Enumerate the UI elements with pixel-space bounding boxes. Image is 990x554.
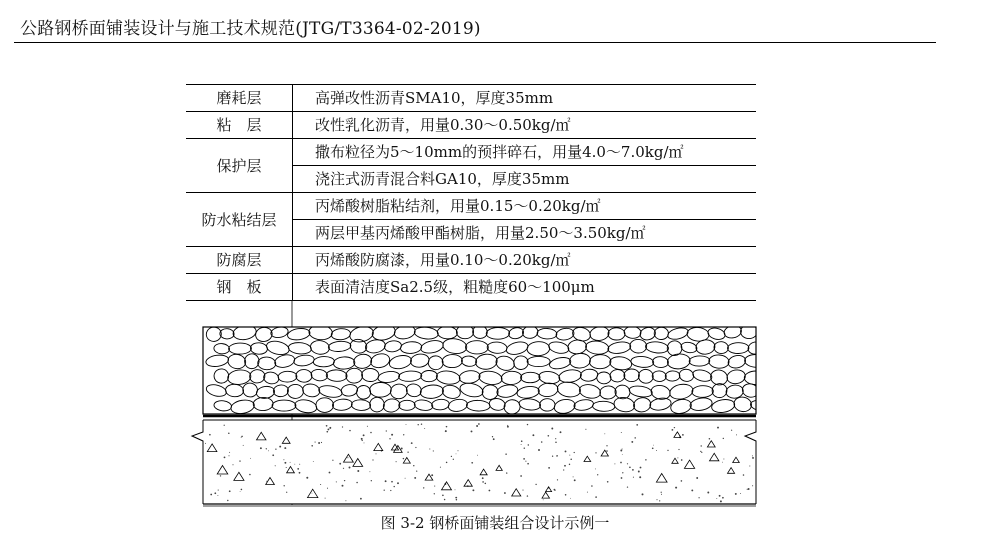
aggregate-stone xyxy=(756,325,779,341)
layer-spec-tack: 改性乳化沥青，用量0.30～0.50kg/㎡ xyxy=(293,112,757,139)
aggregate-speck xyxy=(747,489,748,490)
aggregate-speck xyxy=(482,481,484,483)
aggregate-speck xyxy=(321,442,322,443)
aggregate-speck xyxy=(709,438,711,440)
aggregate-speck xyxy=(505,453,507,455)
aggregate-speck xyxy=(656,499,657,500)
aggregate-speck xyxy=(344,480,345,481)
aggregate-speck xyxy=(357,470,359,472)
layer-spec-protective-2: 浇注式沥青混合料GA10，厚度35mm xyxy=(293,166,757,193)
aggregate-speck xyxy=(622,449,623,450)
aggregate-speck xyxy=(416,470,417,471)
aggregate-speck xyxy=(477,455,478,456)
aggregate-speck xyxy=(627,463,628,464)
aggregate-speck xyxy=(627,486,628,487)
aggregate-speck xyxy=(723,459,724,460)
aggregate-speck xyxy=(677,457,678,458)
aggregate-speck xyxy=(565,450,567,452)
aggregate-speck xyxy=(716,498,717,499)
aggregate-speck xyxy=(645,459,646,460)
aggregate-speck xyxy=(563,469,564,470)
aggregate-speck xyxy=(675,487,677,489)
aggregate-speck xyxy=(743,474,745,476)
aggregate-speck xyxy=(229,490,231,492)
figure-caption: 图 3-2 钢桥面铺装组合设计示例一 xyxy=(380,514,610,532)
aggregate-speck xyxy=(205,443,206,444)
aggregate-speck xyxy=(272,454,274,456)
aggregate-speck xyxy=(748,488,750,490)
aggregate-speck xyxy=(356,482,358,484)
aggregate-speck xyxy=(634,437,636,439)
aggregate-speck xyxy=(332,460,333,461)
aggregate-speck xyxy=(424,428,425,429)
aggregate-speck xyxy=(275,449,276,450)
aggregate-speck xyxy=(369,471,370,472)
aggregate-speck xyxy=(455,497,457,499)
aggregate-speck xyxy=(620,462,622,464)
aggregate-speck xyxy=(528,444,529,445)
aggregate-speck xyxy=(527,495,528,496)
aggregate-speck xyxy=(406,424,407,425)
aggregate-speck xyxy=(752,457,754,459)
aggregate-speck xyxy=(541,441,543,443)
aggregate-speck xyxy=(429,448,430,449)
aggregate-speck xyxy=(446,426,448,428)
aggregate-speck xyxy=(444,499,446,501)
layer-spec-waterproof-1: 丙烯酸树脂粘结剂，用量0.15～0.20kg/㎡ xyxy=(293,193,757,220)
aggregate-speck xyxy=(440,467,441,468)
aggregate-speck xyxy=(397,482,399,484)
aggregate-speck xyxy=(329,472,331,474)
aggregate-speck xyxy=(434,493,435,494)
aggregate-speck xyxy=(260,447,262,449)
aggregate-speck xyxy=(597,474,598,475)
aggregate-speck xyxy=(552,456,553,457)
aggregate-speck xyxy=(220,475,221,476)
aggregate-speck xyxy=(345,500,346,501)
aggregate-speck xyxy=(629,466,631,468)
aggregate-speck xyxy=(489,490,491,492)
aggregate-speck xyxy=(504,492,506,494)
aggregate-speck xyxy=(326,425,328,427)
aggregate-speck xyxy=(507,426,509,428)
aggregate-speck xyxy=(570,459,572,461)
guss-asphalt-layer xyxy=(203,420,756,504)
aggregate-speck xyxy=(591,485,593,487)
layer-name-steel-plate: 钢 板 xyxy=(186,274,293,301)
aggregate-speck xyxy=(723,438,724,439)
aggregate-speck xyxy=(573,476,574,477)
aggregate-speck xyxy=(681,459,683,461)
aggregate-speck xyxy=(476,425,478,427)
aggregate-speck xyxy=(401,448,403,450)
aggregate-speck xyxy=(678,449,679,450)
aggregate-speck xyxy=(506,472,507,473)
aggregate-speck xyxy=(595,496,597,498)
aggregate-speck xyxy=(595,468,596,469)
aggregate-speck xyxy=(224,457,226,459)
aggregate-speck xyxy=(326,431,328,433)
aggregate-speck xyxy=(391,481,393,483)
aggregate-speck xyxy=(661,494,662,495)
aggregate-speck xyxy=(633,477,634,478)
aggregate-speck xyxy=(574,479,576,481)
aggregate-speck xyxy=(386,430,387,431)
aggregate-speck xyxy=(347,457,348,458)
aggregate-speck xyxy=(411,442,413,444)
aggregate-speck xyxy=(312,493,313,494)
aggregate-speck xyxy=(343,468,344,469)
aggregate-speck xyxy=(349,430,350,431)
aggregate-speck xyxy=(485,483,487,485)
aggregate-speck xyxy=(370,432,372,434)
aggregate-speck xyxy=(209,434,211,436)
aggregate-speck xyxy=(535,484,536,485)
layer-spec-anticorrosion: 丙烯酸防腐漆，用量0.10～0.20kg/㎡ xyxy=(293,247,757,274)
aggregate-speck xyxy=(423,487,424,488)
aggregate-speck xyxy=(228,433,230,435)
aggregate-speck xyxy=(446,462,448,464)
aggregate-speck xyxy=(228,455,229,456)
layer-name-protective: 保护层 xyxy=(186,139,293,193)
aggregate-speck xyxy=(415,447,416,448)
aggregate-speck xyxy=(405,478,406,479)
aggregate-speck xyxy=(389,438,390,439)
aggregate-speck xyxy=(311,445,313,447)
aggregate-speck xyxy=(241,436,243,438)
aggregate-speck xyxy=(735,493,737,495)
aggregate-speck xyxy=(306,477,308,479)
aggregate-speck xyxy=(674,427,675,428)
aggregate-speck xyxy=(701,445,702,446)
aggregate-speck xyxy=(268,450,269,451)
aggregate-speck xyxy=(329,427,331,429)
aggregate-speck xyxy=(524,447,525,448)
aggregate-speck xyxy=(606,450,608,452)
aggregate-speck xyxy=(520,475,522,477)
aggregate-speck xyxy=(700,451,701,452)
aggregate-speck xyxy=(294,464,295,465)
aggregate-speck xyxy=(701,452,702,453)
aggregate-speck xyxy=(433,450,434,451)
aggregate-speck xyxy=(661,492,662,493)
aggregate-speck xyxy=(652,447,654,449)
aggregate-speck xyxy=(275,465,276,466)
aggregate-speck xyxy=(527,463,529,465)
aggregate-speck xyxy=(639,476,641,478)
aggregate-speck xyxy=(442,494,444,496)
aggregate-speck xyxy=(543,499,544,500)
aggregate-speck xyxy=(232,464,233,465)
aggregate-speck xyxy=(570,498,571,499)
aggregate-speck xyxy=(719,495,721,497)
aggregate-speck xyxy=(493,438,495,440)
aggregate-speck xyxy=(521,444,522,445)
aggregate-speck xyxy=(638,471,640,473)
aggregate-speck xyxy=(457,450,458,451)
left-break-line xyxy=(192,420,203,504)
aggregate-speck xyxy=(606,445,607,446)
aggregate-speck xyxy=(595,452,596,453)
aggregate-speck xyxy=(752,455,753,456)
aggregate-speck xyxy=(722,497,724,499)
aggregate-speck xyxy=(318,442,320,444)
aggregate-speck xyxy=(556,455,558,457)
aggregate-speck xyxy=(299,472,301,474)
aggregate-speck xyxy=(707,492,709,494)
aggregate-speck xyxy=(229,452,230,453)
aggregate-speck xyxy=(631,441,633,443)
aggregate-speck xyxy=(523,458,525,460)
aggregate-speck xyxy=(364,442,365,443)
aggregate-speck xyxy=(407,452,408,453)
aggregate-speck xyxy=(752,485,753,486)
aggregate-speck xyxy=(569,464,570,465)
aggregate-speck xyxy=(266,448,267,449)
aggregate-speck xyxy=(521,440,523,442)
aggregate-speck xyxy=(320,484,321,485)
aggregate-speck xyxy=(620,450,622,452)
aggregate-speck xyxy=(632,469,634,471)
aggregate-speck xyxy=(621,477,623,479)
aggregate-speck xyxy=(453,459,454,460)
aggregate-speck xyxy=(284,447,286,449)
aggregate-speck xyxy=(371,480,372,481)
aggregate-stone xyxy=(756,382,782,400)
layer-spec-waterproof-2: 两层甲基丙烯酸甲酯树脂，用量2.50～3.50kg/㎡ xyxy=(293,220,757,247)
aggregate-speck xyxy=(362,440,363,441)
aggregate-speck xyxy=(250,458,251,459)
aggregate-speck xyxy=(621,432,622,433)
aggregate-speck xyxy=(218,490,219,491)
aggregate-speck xyxy=(492,436,493,437)
aggregate-speck xyxy=(659,500,660,501)
aggregate-speck xyxy=(565,494,567,496)
aggregate-speck xyxy=(607,481,609,483)
aggregate-speck xyxy=(653,445,654,446)
aggregate-speck xyxy=(385,480,387,482)
aggregate-speck xyxy=(691,489,693,491)
aggregate-speck xyxy=(720,500,722,502)
aggregate-speck xyxy=(403,434,404,435)
aggregate-speck xyxy=(564,465,566,467)
aggregate-speck xyxy=(522,490,523,491)
aggregate-speck xyxy=(740,493,741,494)
aggregate-speck xyxy=(731,430,732,431)
aggregate-speck xyxy=(297,468,299,470)
aggregate-speck xyxy=(736,434,737,435)
aggregate-speck xyxy=(210,494,212,496)
aggregate-speck xyxy=(390,490,391,491)
layer-name-wearing: 磨耗层 xyxy=(186,85,293,112)
aggregate-speck xyxy=(451,456,452,457)
layer-spec-wearing: 高弹改性沥青SMA10，厚度35mm xyxy=(293,85,757,112)
aggregate-speck xyxy=(622,454,623,455)
aggregate-speck xyxy=(722,462,723,463)
aggregate-speck xyxy=(456,499,457,500)
aggregate-speck xyxy=(313,461,314,462)
aggregate-speck xyxy=(555,438,556,439)
aggregate-speck xyxy=(394,486,395,487)
aggregate-speck xyxy=(548,467,550,469)
aggregate-speck xyxy=(636,424,638,426)
aggregate-speck xyxy=(551,428,553,430)
aggregate-speck xyxy=(224,425,225,426)
aggregate-speck xyxy=(376,453,377,454)
aggregate-speck xyxy=(240,491,241,492)
aggregate-speck xyxy=(217,495,218,496)
aggregate-speck xyxy=(482,477,484,479)
aggregate-speck xyxy=(372,459,373,460)
aggregate-speck xyxy=(587,492,588,493)
aggregate-speck xyxy=(361,438,363,440)
document-header-title: 公路钢桥面铺装设计与施工技术规范(JTG/T3364-02-2019) xyxy=(20,19,481,39)
aggregate-speck xyxy=(214,492,216,494)
aggregate-speck xyxy=(283,459,284,460)
aggregate-speck xyxy=(717,427,719,429)
aggregate-speck xyxy=(667,450,668,451)
aggregate-speck xyxy=(249,474,251,476)
aggregate-speck xyxy=(339,463,341,465)
aggregate-speck xyxy=(299,464,300,465)
aggregate-speck xyxy=(622,472,623,473)
aggregate-speck xyxy=(682,434,684,436)
aggregate-speck xyxy=(560,431,562,433)
aggregate-speck xyxy=(284,462,286,464)
aggregate-speck xyxy=(290,462,291,463)
aggregate-speck xyxy=(315,442,316,443)
aggregate-speck xyxy=(286,492,287,493)
aggregate-speck xyxy=(266,481,267,482)
aggregate-speck xyxy=(325,498,326,499)
aggregate-speck xyxy=(569,455,570,456)
aggregate-speck xyxy=(554,490,555,491)
aggregate-speck xyxy=(243,445,244,446)
aggregate-speck xyxy=(283,485,284,486)
aggregate-speck xyxy=(327,488,328,489)
aggregate-speck xyxy=(681,480,683,482)
aggregate-speck xyxy=(525,461,526,462)
layer-name-anticorrosion: 防腐层 xyxy=(186,247,293,274)
aggregate-speck xyxy=(604,433,605,434)
aggregate-speck xyxy=(241,489,243,491)
aggregate-speck xyxy=(342,485,344,487)
aggregate-speck xyxy=(614,463,615,464)
aggregate-speck xyxy=(456,453,457,454)
aggregate-speck xyxy=(548,435,550,437)
aggregate-speck xyxy=(574,452,575,453)
aggregate-speck xyxy=(532,434,534,436)
aggregate-speck xyxy=(672,429,674,431)
aggregate-speck xyxy=(445,430,447,432)
aggregate-speck xyxy=(538,449,540,451)
aggregate-speck xyxy=(656,450,657,451)
layer-name-waterproof: 防水粘结层 xyxy=(186,193,293,247)
aggregate-speck xyxy=(696,477,698,479)
aggregate-speck xyxy=(527,424,528,425)
aggregate-speck xyxy=(391,434,393,436)
aggregate-speck xyxy=(327,428,329,430)
aggregate-speck xyxy=(279,446,281,448)
layer-spec-protective-1: 撒布粒径为5～10mm的预拌碎石，用量4.0～7.0kg/㎡ xyxy=(293,139,757,166)
aggregate-speck xyxy=(585,429,586,430)
sma-wearing-course-layer xyxy=(203,323,782,415)
aggregate-speck xyxy=(367,426,368,427)
aggregate-speck xyxy=(557,479,558,480)
aggregate-speck xyxy=(239,460,240,461)
aggregate-speck xyxy=(434,486,435,487)
aggregate-speck xyxy=(360,498,362,500)
aggregate-speck xyxy=(384,490,385,491)
aggregate-speck xyxy=(413,465,414,466)
aggregate-speck xyxy=(349,467,351,469)
aggregate-speck xyxy=(414,477,416,479)
aggregate-speck xyxy=(227,500,228,501)
aggregate-speck xyxy=(642,493,644,495)
layer-spec-steel-plate: 表面清洁度Sa2.5级，粗糙度60～100μm xyxy=(293,274,757,301)
aggregate-speck xyxy=(698,497,699,498)
aggregate-speck xyxy=(472,489,474,491)
aggregate-speck xyxy=(418,424,419,425)
aggregate-speck xyxy=(342,426,343,427)
aggregate-speck xyxy=(431,474,433,476)
aggregate-speck xyxy=(403,458,404,459)
aggregate-speck xyxy=(749,465,750,466)
aggregate-speck xyxy=(471,462,473,464)
layer-name-tack: 粘 层 xyxy=(186,112,293,139)
aggregate-speck xyxy=(421,423,422,424)
aggregate-speck xyxy=(336,481,337,482)
aggregate-speck xyxy=(478,423,480,425)
aggregate-speck xyxy=(455,489,456,490)
aggregate-speck xyxy=(555,441,557,443)
aggregate-speck xyxy=(471,430,473,432)
aggregate-speck xyxy=(396,461,397,462)
aggregate-speck xyxy=(363,434,365,436)
aggregate-speck xyxy=(286,467,287,468)
aggregate-speck xyxy=(640,467,642,469)
